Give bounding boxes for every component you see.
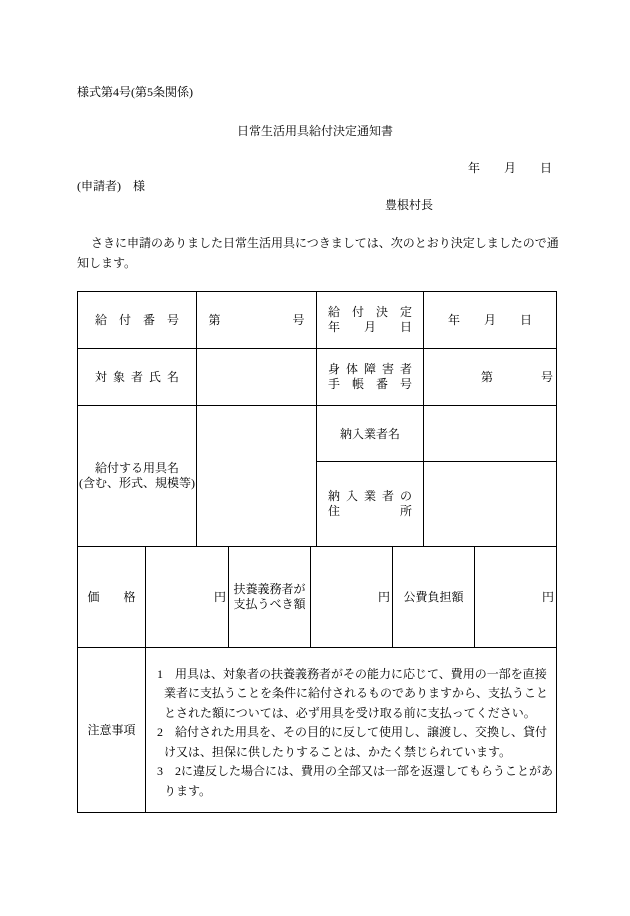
equipment-label: [77, 405, 197, 547]
issue-date: 年 月 日: [468, 161, 553, 175]
guardian-payment-label-line1: 扶養義務者が: [233, 581, 306, 596]
recipient-name-label: 対 象 者 氏 名: [77, 348, 197, 406]
decision-date-value: 年 月 日: [423, 291, 557, 349]
guardian-payment-label-stack: [233, 582, 305, 613]
note-item: 2 給付された用具を、その目的に反して使用し、譲渡し、交換し、貸付け又は、担保に供したりすることは、かたく禁じられています。: [157, 725, 548, 759]
vendor-name-label: 納入業者名: [316, 405, 424, 462]
benefit-number-label: 給 付 番 号: [77, 291, 197, 349]
decision-date-label-line1: 給 付 決 定: [327, 304, 412, 319]
guardian-payment-yen-unit: 円: [310, 546, 393, 648]
disability-certificate-label: [316, 348, 424, 406]
decision-date-label-line2: 年 月 日: [327, 320, 412, 334]
notes-cell: [145, 647, 557, 813]
intro-paragraph: さきに申請のありました日常生活用具につきましては、次のとおり決定しましたので通知します。: [77, 236, 559, 270]
disability-certificate-label-stack: [328, 362, 412, 393]
disability-certificate-number: 第 号: [423, 348, 557, 406]
form-number: 様式第4号(第5条関係): [77, 85, 193, 99]
vendor-address-label-line2: 住 所: [327, 504, 412, 518]
price-label: 価 格: [77, 546, 146, 648]
decision-date-label: [316, 291, 424, 349]
guardian-payment-label: [228, 546, 311, 648]
decision-date-label-stack: [328, 305, 412, 336]
guardian-payment-label-line2: 支払うべき額: [233, 597, 306, 611]
public-share-label: 公費負担額: [392, 546, 475, 648]
vendor-name-field: [423, 405, 557, 462]
benefit-number-value: 第 号: [196, 291, 317, 349]
price-yen-unit: 円: [145, 546, 229, 648]
vendor-address-label: [316, 461, 424, 547]
vendor-address-label-stack: [328, 489, 412, 520]
equipment-label-stack: [79, 461, 195, 492]
equipment-label-line2: (含む、形式、規模等): [79, 476, 195, 490]
issuer-name: 豊根村長: [385, 198, 434, 212]
disability-certificate-label-line2: 手 帳 番 号: [327, 377, 412, 391]
vendor-address-field: [423, 461, 557, 547]
disability-certificate-label-line1: 身 体 障 害 者: [327, 361, 412, 376]
recipient-name-field: [196, 348, 317, 406]
equipment-field: [196, 405, 317, 547]
public-share-yen-unit: 円: [474, 546, 557, 648]
applicant-addressee: (申請者) 様: [77, 179, 145, 193]
notes-list: [157, 665, 556, 801]
note-item: 1 用具は、対象者の扶養義務者がその能力に応じて、費用の一部を直接業者に支払うことを条件に給付されるものでありますから、支払うこととされた額については、必ず用具を受け取る前に支払ってください。: [157, 667, 549, 720]
note-item: 3 2に違反した場合には、費用の全部又は一部を返還してもらうことがあります。: [157, 764, 554, 798]
vendor-address-label-line1: 納 入 業 者 の: [327, 488, 412, 503]
equipment-label-line1: 給付する用具名: [94, 460, 179, 475]
document-title: 日常生活用具給付決定通知書: [236, 124, 393, 138]
notes-label: 注意事項: [77, 647, 146, 813]
